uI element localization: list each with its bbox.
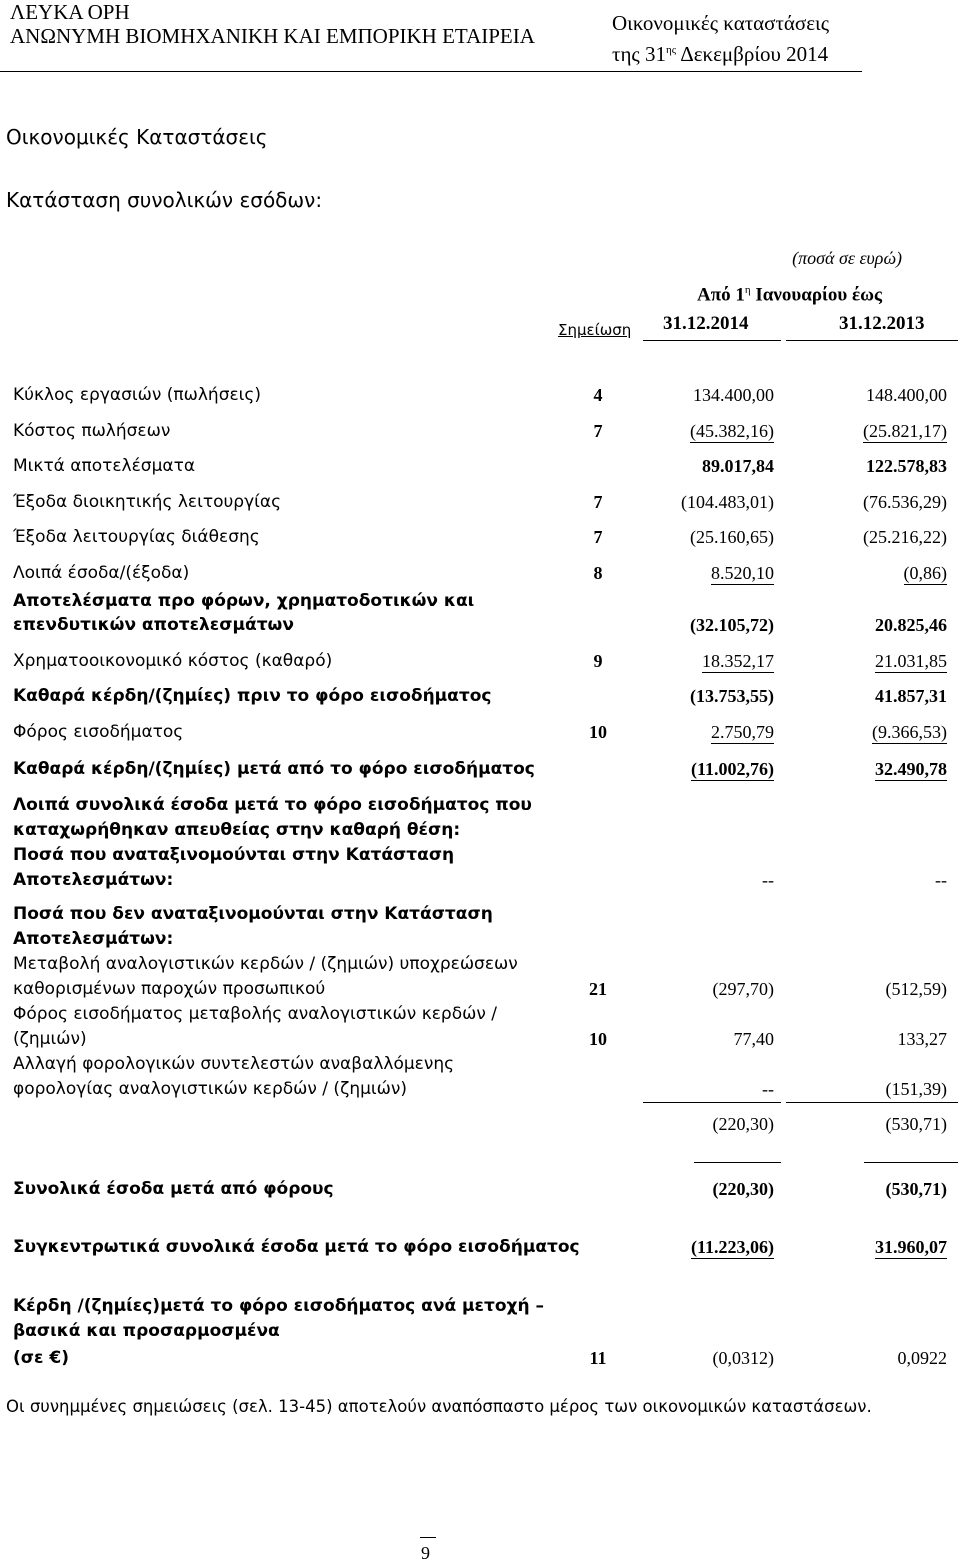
oci-heading-line2: καταχωρήθηκαν απευθείας στην καθαρή θέση: xyxy=(13,820,461,840)
row-label: Μικτά αποτελέσματα xyxy=(13,456,196,476)
row-note: 10 xyxy=(589,722,607,742)
oci-reclassified-line2: Αποτελεσμάτων: xyxy=(13,870,174,890)
oci-item3-line1: Αλλαγή φορολογικών συντελεστών αναβαλλόμενης xyxy=(13,1054,455,1074)
row-value-2013: 148.400,00 xyxy=(866,385,947,405)
row-note: 7 xyxy=(593,527,603,547)
subtotal-rule-2013 xyxy=(864,1162,958,1163)
row-value-2014: 8.520,10 xyxy=(711,563,774,583)
oci-item2-value-2013: 133,27 xyxy=(897,1029,947,1049)
eps-value-2013: 0,0922 xyxy=(897,1348,947,1368)
row-label-line1: Αποτελέσματα προ φόρων, χρηματοδοτικών και xyxy=(13,591,475,611)
oci-item3-value-2014: -- xyxy=(762,1079,774,1099)
oci-not-reclassified-line1: Ποσά που δεν αναταξινομούνται στην Κατάσταση xyxy=(13,904,493,924)
row-value-2014: (32.105,72) xyxy=(690,615,774,635)
oci-item1-line2: καθορισμένων παροχών προσωπικού xyxy=(13,979,326,999)
document-title: Οικονομικές καταστάσεις xyxy=(612,11,830,35)
row-value-2013: 41.857,31 xyxy=(875,686,947,706)
oci-item3-value-2013: (151,39) xyxy=(885,1079,947,1099)
column-2014-header: 31.12.2014 xyxy=(663,313,749,334)
oci-item2-note: 10 xyxy=(589,1029,607,1049)
row-value-2014: 134.400,00 xyxy=(693,385,774,405)
row-note: 4 xyxy=(593,385,603,405)
total-comprehensive-value-2014: (11.223,06) xyxy=(691,1237,774,1257)
oci-item1-value-2014: (297,70) xyxy=(712,979,774,999)
row-value-2014: (25.160,65) xyxy=(690,527,774,547)
row-label: Καθαρά κέρδη/(ζημίες) μετά από το φόρο εισοδήματος xyxy=(13,759,535,779)
row-label: Έξοδα διοικητικής λειτουργίας xyxy=(13,492,282,512)
row-note: 7 xyxy=(593,492,603,512)
row-value-2013: (25.821,17) xyxy=(863,421,947,441)
row-value-2013: 20.825,46 xyxy=(875,615,947,635)
page-number: 9 xyxy=(421,1543,430,1563)
row-label: Φόρος εισοδήματος xyxy=(13,722,184,742)
row-note: 7 xyxy=(593,421,603,441)
row-label: Κύκλος εργασιών (πωλήσεις) xyxy=(13,385,262,405)
row-label: Λοιπά έσοδα/(έξοδα) xyxy=(13,563,190,583)
oci-reclassified-value-2013: -- xyxy=(935,870,947,890)
row-value-2014: 18.352,17 xyxy=(702,651,774,671)
row-value-2013: (9.366,53) xyxy=(872,722,947,742)
row-label: Χρηματοοικονομικό κόστος (καθαρό) xyxy=(13,651,333,671)
row-value-2013: 21.031,85 xyxy=(875,651,947,671)
row-value-2014: (45.382,16) xyxy=(690,421,774,441)
oci-item2-value-2014: 77,40 xyxy=(733,1029,774,1049)
net-oci-label: Συνολικά έσοδα μετά από φόρους xyxy=(13,1179,334,1199)
oci-item3-line2: φορολογίας αναλογιστικών κερδών / (ζημιών) xyxy=(13,1079,408,1099)
row-label: Έξοδα λειτουργίας διάθεσης xyxy=(13,527,260,547)
eps-label-line2: βασικά και προσαρμοσμένα xyxy=(13,1321,280,1341)
row-value-2013: (76.536,29) xyxy=(863,492,947,512)
statement-title: Κατάσταση συνολικών εσόδων: xyxy=(6,188,323,212)
eps-note: 11 xyxy=(589,1348,607,1368)
row-value-2013: (25.216,22) xyxy=(863,527,947,547)
oci-not-reclassified-line2: Αποτελεσμάτων: xyxy=(13,929,174,949)
row-value-2013: 32.490,78 xyxy=(875,759,947,779)
oci-rule-2013 xyxy=(786,1102,958,1103)
oci-item2-line1: Φόρος εισοδήματος μεταβολής αναλογιστικών κερδών / xyxy=(13,1004,497,1024)
oci-item2-line2: (ζημιών) xyxy=(13,1029,87,1049)
net-oci-value-2013: (530,71) xyxy=(885,1179,947,1199)
row-note: 9 xyxy=(593,651,603,671)
currency-note: (ποσά σε ευρώ) xyxy=(792,248,902,268)
net-oci-value-2014: (220,30) xyxy=(712,1179,774,1199)
oci-reclassified-value-2014: -- xyxy=(762,870,774,890)
eps-label-line3: (σε €) xyxy=(13,1348,69,1368)
row-value-2013: 122.578,83 xyxy=(866,456,947,476)
page-number-rule xyxy=(420,1537,436,1538)
oci-item1-note: 21 xyxy=(589,979,607,999)
period-heading: Από $1^\eta$ Ιανουαρίου έως xyxy=(697,284,883,306)
document-date: της $31^{\eta\varsigma}$ Δεκεμβρίου 2014 xyxy=(612,42,829,66)
row-label-line2: επενδυτικών αποτελεσμάτων xyxy=(13,615,294,635)
column-2013-rule xyxy=(786,340,958,341)
oci-item1-value-2013: (512,59) xyxy=(885,979,947,999)
oci-subtotal-2014: (220,30) xyxy=(712,1114,774,1134)
row-value-2014: 2.750,79 xyxy=(711,722,774,742)
header-rule xyxy=(0,71,862,72)
row-value-2014: (104.483,01) xyxy=(681,492,774,512)
column-2013-header: 31.12.2013 xyxy=(839,313,925,334)
company-legal-form: ΑΝΩΝΥΜΗ ΒΙΟΜΗΧΑΝΙΚΗ ΚΑΙ ΕΜΠΟΡΙΚΗ ΕΤΑΙΡΕΙΑ xyxy=(10,24,535,48)
row-label: Καθαρά κέρδη/(ζημίες) πριν το φόρο εισοδήματος xyxy=(13,686,492,706)
oci-item1-line1: Μεταβολή αναλογιστικών κερδών / (ζημιών) υποχρεώσεων xyxy=(13,954,518,974)
row-value-2013: (0,86) xyxy=(903,563,947,583)
eps-value-2014: (0,0312) xyxy=(712,1348,774,1368)
total-comprehensive-label: Συγκεντρωτικά συνολικά έσοδα μετά το φόρο εισοδήματος xyxy=(13,1237,580,1257)
row-value-2014: (13.753,55) xyxy=(690,686,774,706)
column-2014-rule xyxy=(643,340,781,341)
oci-reclassified-line1: Ποσά που αναταξινομούνται στην Κατάσταση xyxy=(13,845,455,865)
row-value-2014: 89.017,84 xyxy=(702,456,774,476)
company-name: ΛΕΥΚΑ ΟΡΗ xyxy=(10,0,130,24)
oci-subtotal-2013: (530,71) xyxy=(885,1114,947,1134)
section-title: Οικονομικές Καταστάσεις xyxy=(6,125,268,149)
row-label: Κόστος πωλήσεων xyxy=(13,421,171,441)
note-column-header: Σημείωση xyxy=(558,321,632,339)
row-note: 8 xyxy=(593,563,603,583)
oci-heading-line1: Λοιπά συνολικά έσοδα μετά το φόρο εισοδήματος που xyxy=(13,795,532,815)
total-comprehensive-value-2013: 31.960,07 xyxy=(875,1237,947,1257)
row-value-2014: (11.002,76) xyxy=(691,759,774,779)
subtotal-rule-2014 xyxy=(694,1162,781,1163)
eps-label-line1: Κέρδη /(ζημίες)μετά το φόρο εισοδήματος ανά μετοχή – xyxy=(13,1296,545,1316)
footnote: Οι συνημμένες σημειώσεις (σελ. 13-45) αποτελούν αναπόσπαστο μέρος των οικονομικών καταστάσεων. xyxy=(6,1397,872,1416)
oci-rule-2014 xyxy=(643,1102,781,1103)
